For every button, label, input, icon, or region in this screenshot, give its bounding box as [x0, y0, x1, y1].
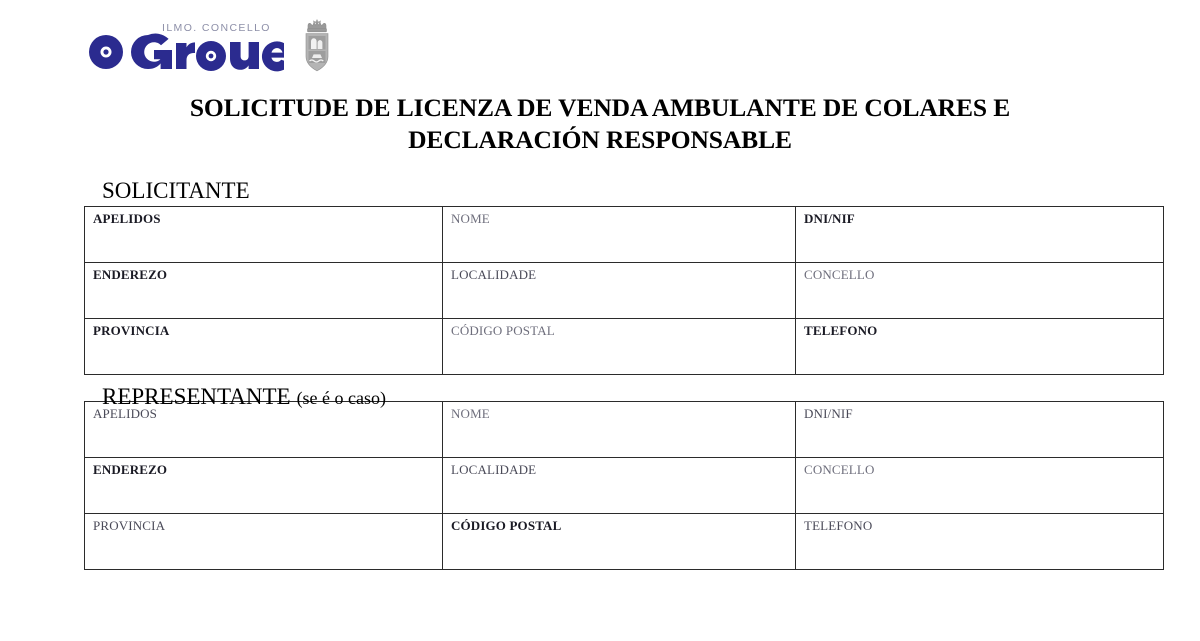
field-label: APELIDOS	[93, 406, 158, 422]
field-cell-telefono[interactable]	[796, 319, 1164, 375]
field-label: CÓDIGO POSTAL	[451, 323, 555, 339]
field-cell-nome[interactable]	[443, 207, 796, 263]
field-label: NOME	[451, 406, 490, 422]
table-row	[85, 458, 1164, 514]
document-header	[0, 0, 1200, 92]
table-row	[85, 319, 1164, 375]
field-cell-apelidos[interactable]	[85, 402, 443, 458]
section-solicitante	[0, 179, 1200, 375]
section-heading-qualifier: (se é o caso)	[296, 388, 387, 409]
logo-supertext: ILMO. CONCELLO	[162, 22, 271, 34]
field-label: PROVINCIA	[93, 323, 170, 339]
section-representante	[0, 385, 1200, 570]
section-heading-text: REPRESENTANTE	[102, 384, 291, 410]
field-label: LOCALIDADE	[451, 267, 537, 283]
section-heading-text: SOLICITANTE	[102, 178, 250, 204]
field-cell-localidade[interactable]	[443, 458, 796, 514]
table-row	[85, 207, 1164, 263]
field-label: LOCALIDADE	[451, 462, 537, 478]
field-cell-telefono[interactable]	[796, 514, 1164, 570]
field-cell-dni-nif[interactable]	[796, 207, 1164, 263]
section-heading-solicitante	[0, 179, 1200, 202]
field-label: DNI/NIF	[804, 211, 855, 227]
field-label: CÓDIGO POSTAL	[451, 518, 562, 534]
field-label: DNI/NIF	[804, 406, 853, 422]
field-cell-concello[interactable]	[796, 458, 1164, 514]
field-label: ENDEREZO	[93, 267, 168, 283]
field-cell-apelidos[interactable]	[85, 207, 443, 263]
field-cell-provincia[interactable]	[85, 514, 443, 570]
page-title-line-2: DECLARACIÓN RESPONSABLE	[408, 124, 792, 154]
table-row	[85, 514, 1164, 570]
field-label: APELIDOS	[93, 211, 161, 227]
field-cell-nome[interactable]	[443, 402, 796, 458]
field-label: CONCELLO	[804, 267, 875, 283]
field-label: TELEFONO	[804, 518, 873, 534]
field-label: PROVINCIA	[93, 518, 166, 534]
coat-of-arms-icon	[300, 16, 334, 76]
logo-wordmark-wrap	[84, 22, 284, 78]
solicitante-field-table	[84, 206, 1164, 375]
field-cell-concello[interactable]	[796, 263, 1164, 319]
field-cell-codigo-postal[interactable]	[443, 319, 796, 375]
concello-logo	[84, 16, 334, 78]
page-title	[0, 92, 1200, 155]
table-row	[85, 402, 1164, 458]
field-label: TELEFONO	[804, 323, 878, 339]
field-cell-localidade[interactable]	[443, 263, 796, 319]
section-heading-qualifier	[250, 182, 256, 202]
field-cell-codigo-postal[interactable]	[443, 514, 796, 570]
field-cell-dni-nif[interactable]	[796, 402, 1164, 458]
page-title-line-1: SOLICITUDE DE LICENZA DE VENDA AMBULANTE DE COLARES E	[189, 93, 1011, 122]
field-cell-enderezo[interactable]	[85, 263, 443, 319]
field-cell-enderezo[interactable]	[85, 458, 443, 514]
field-cell-provincia[interactable]	[85, 319, 443, 375]
field-label: CONCELLO	[804, 462, 875, 478]
field-label: ENDEREZO	[93, 462, 168, 478]
table-row	[85, 263, 1164, 319]
field-label: NOME	[451, 211, 490, 227]
representante-field-table	[84, 401, 1164, 570]
